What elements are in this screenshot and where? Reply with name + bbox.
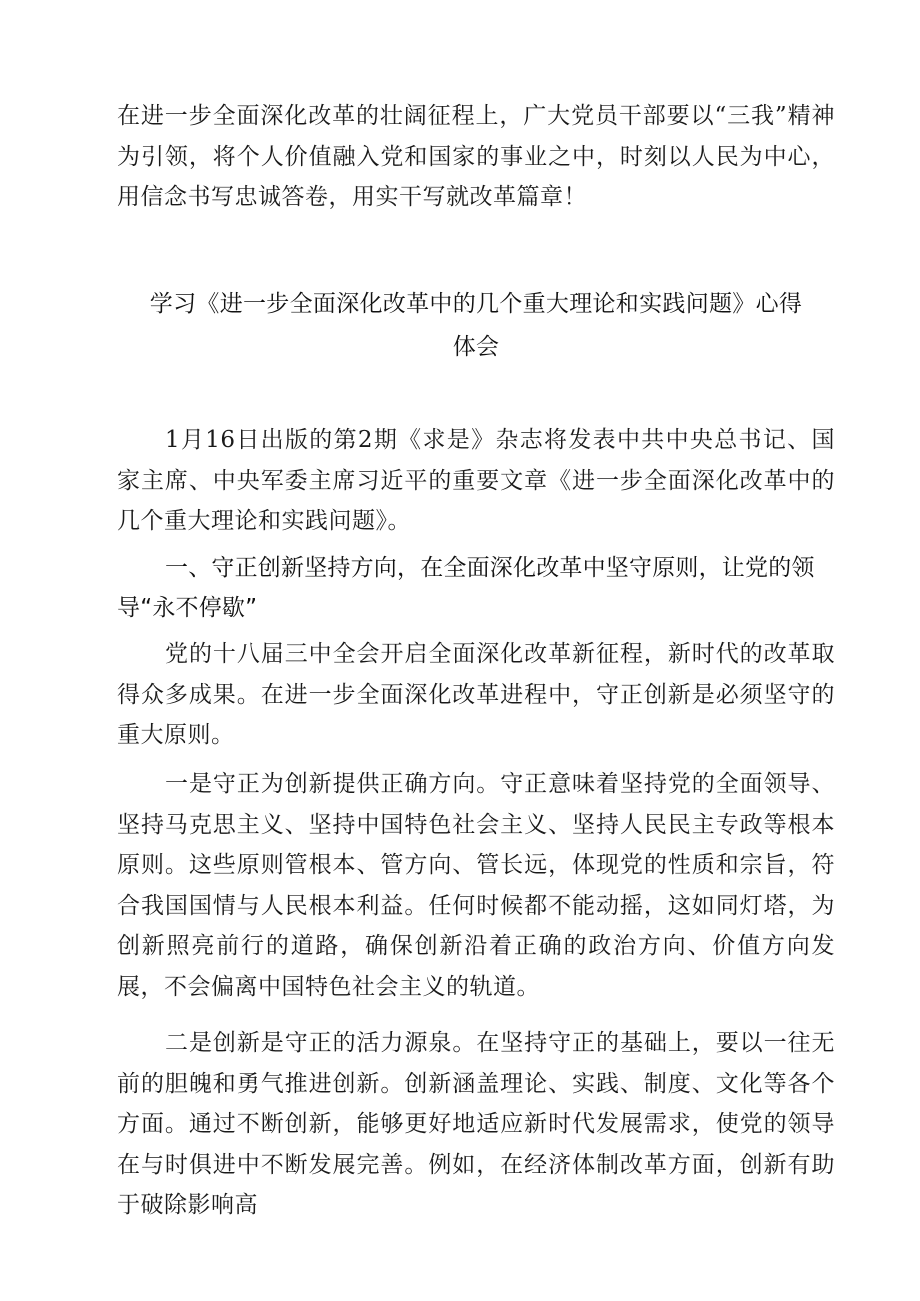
body-paragraph-3: 二是创新是守正的活力源泉。在坚持守正的基础上，要以一往无前的胆魄和勇气推进创新。创新涵盖理论、实践、制度、文化等各个方面。通过不断创新，能够更好地适应新时代发展需求，使党的领导在与时俱进中不断发展完善。例如，在经济体制改革方面，创新有助于破除影响高 [117,1030,835,1219]
intro-paragraph: 在进一步全面深化改革的壮阔征程上，广大党员干部要以“三我”精神为引领，将个人价值融入党和国家的事业之中，时刻以人民为中心，用信念书写忠诚答卷，用实干写就改革篇章！ [117,103,835,211]
lead-paragraph: 1月16日出版的第2期《求是》杂志将发表中共中央总书记、国家主席、中央军委主席习近平的重要文章《进一步全面深化改革中的几个重大理论和实践问题》。 [117,427,835,535]
article-title-line-1: 学习《进一步全面深化改革中的几个重大理论和实践问题》心得 [149,291,803,317]
article-title-line-2: 体会 [452,334,500,360]
section-heading: 一、守正创新坚持方向，在全面深化改革中坚守原则，让党的领导“永不停歇” [117,555,815,621]
body-paragraph-2: 一是守正为创新提供正确方向。守正意味着坚持党的全面领导、坚持马克思主义、坚持中国特色社会主义、坚持人民民主专政等根本原则。这些原则管根本、管方向、管长远，体现党的性质和宗旨，符合我国国情与人民根本利益。任何时候都不能动摇，这如同灯塔，为创新照亮前行的道路，确保创新沿着正确的政治方向、价值方向发展，不会偏离中国特色社会主义的轨道。 [117,771,835,1000]
body-paragraph-1: 党的十八届三中全会开启全面深化改革新征程，新时代的改革取得众多成果。在进一步全面深化改革进程中，守正创新是必须坚守的重大原则。 [117,641,835,749]
